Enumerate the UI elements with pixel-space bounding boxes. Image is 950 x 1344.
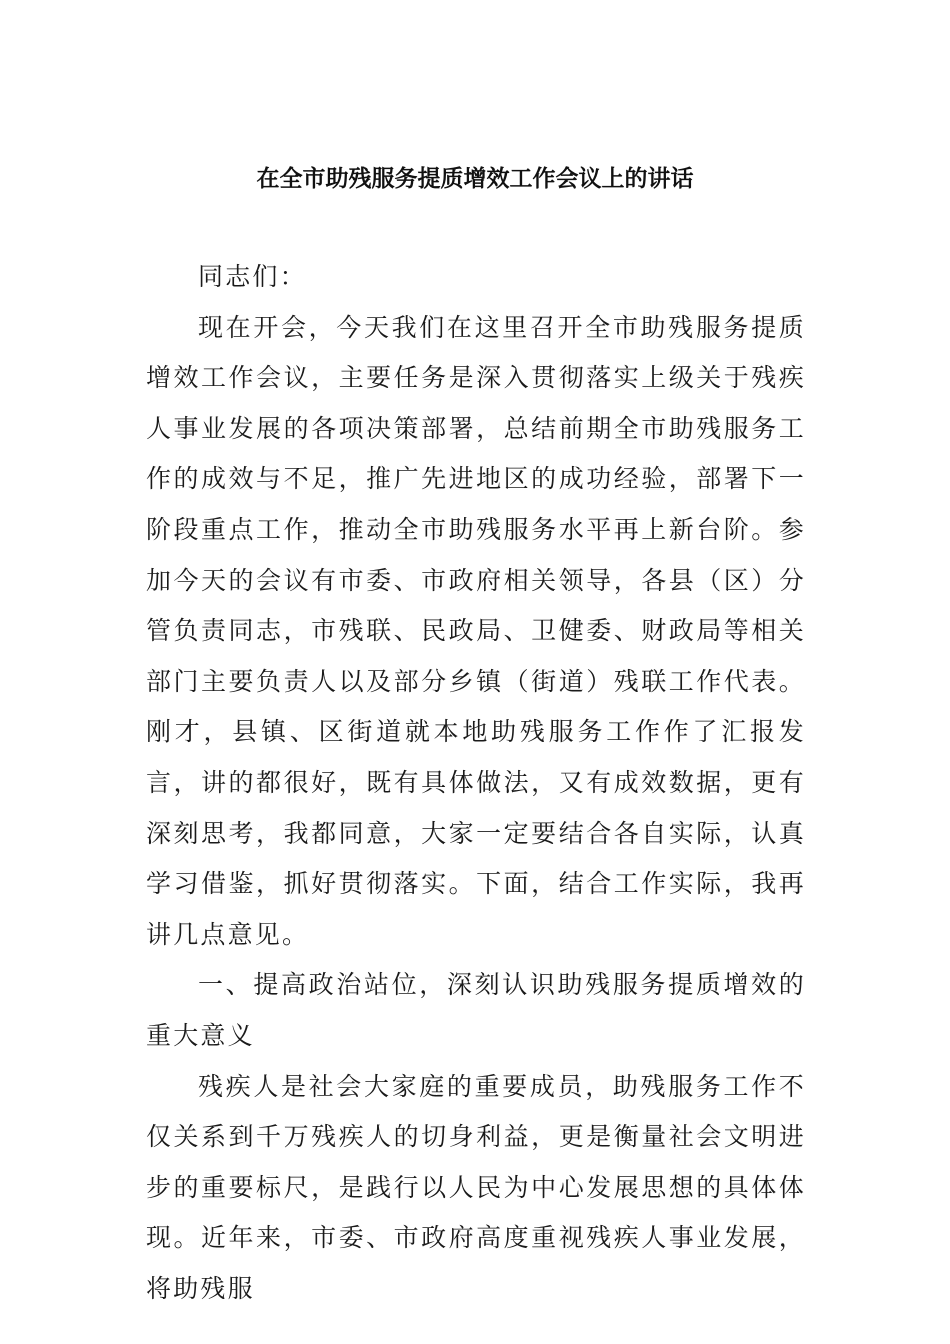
salutation: 同志们： [198, 262, 307, 291]
paragraph-opening: 现在开会，今天我们在这里召开全市助残服务提质增效工作会议，主要任务是深入贯彻落实上级关于残疾人事业发展的各项决策部署，总结前期全市助残服务工作的成效与不足，推广先进地区的成功经验，部署下一阶段重点工作，推动全市助残服务水平再上新台阶。参加今天的会议有市委、市政府相关领导，各县（区）分管负责同志，市残联、民政局、卫健委、财政局等相关部门主要负责人以及部分乡镇（街道）残联工作代表。刚才，县镇、区街道就本地助残服务工作作了汇报发言，讲的都很好，既有具体做法，又有成效数据，更有深刻思考，我都同意，大家一定要结合各自实际，认真学习借鉴，抓好贯彻落实。下面，结合工作实际，我再讲几点意见。 [146, 312, 806, 949]
document-title: 在全市助残服务提质增效工作会议上的讲话 [256, 165, 694, 192]
document-body [146, 252, 806, 1314]
paragraph-section-1: 残疾人是社会大家庭的重要成员，助残服务工作不仅关系到千万残疾人的切身利益，更是衡量社会文明进步的重要标尺，是践行以人民为中心发展思想的具体体现。近年来，市委、市政府高度重视残疾人事业发展，将助残服 [146, 1071, 806, 1303]
section-heading-1: 一、提高政治站位，深刻认识助残服务提质增效的重大意义 [146, 970, 806, 1050]
